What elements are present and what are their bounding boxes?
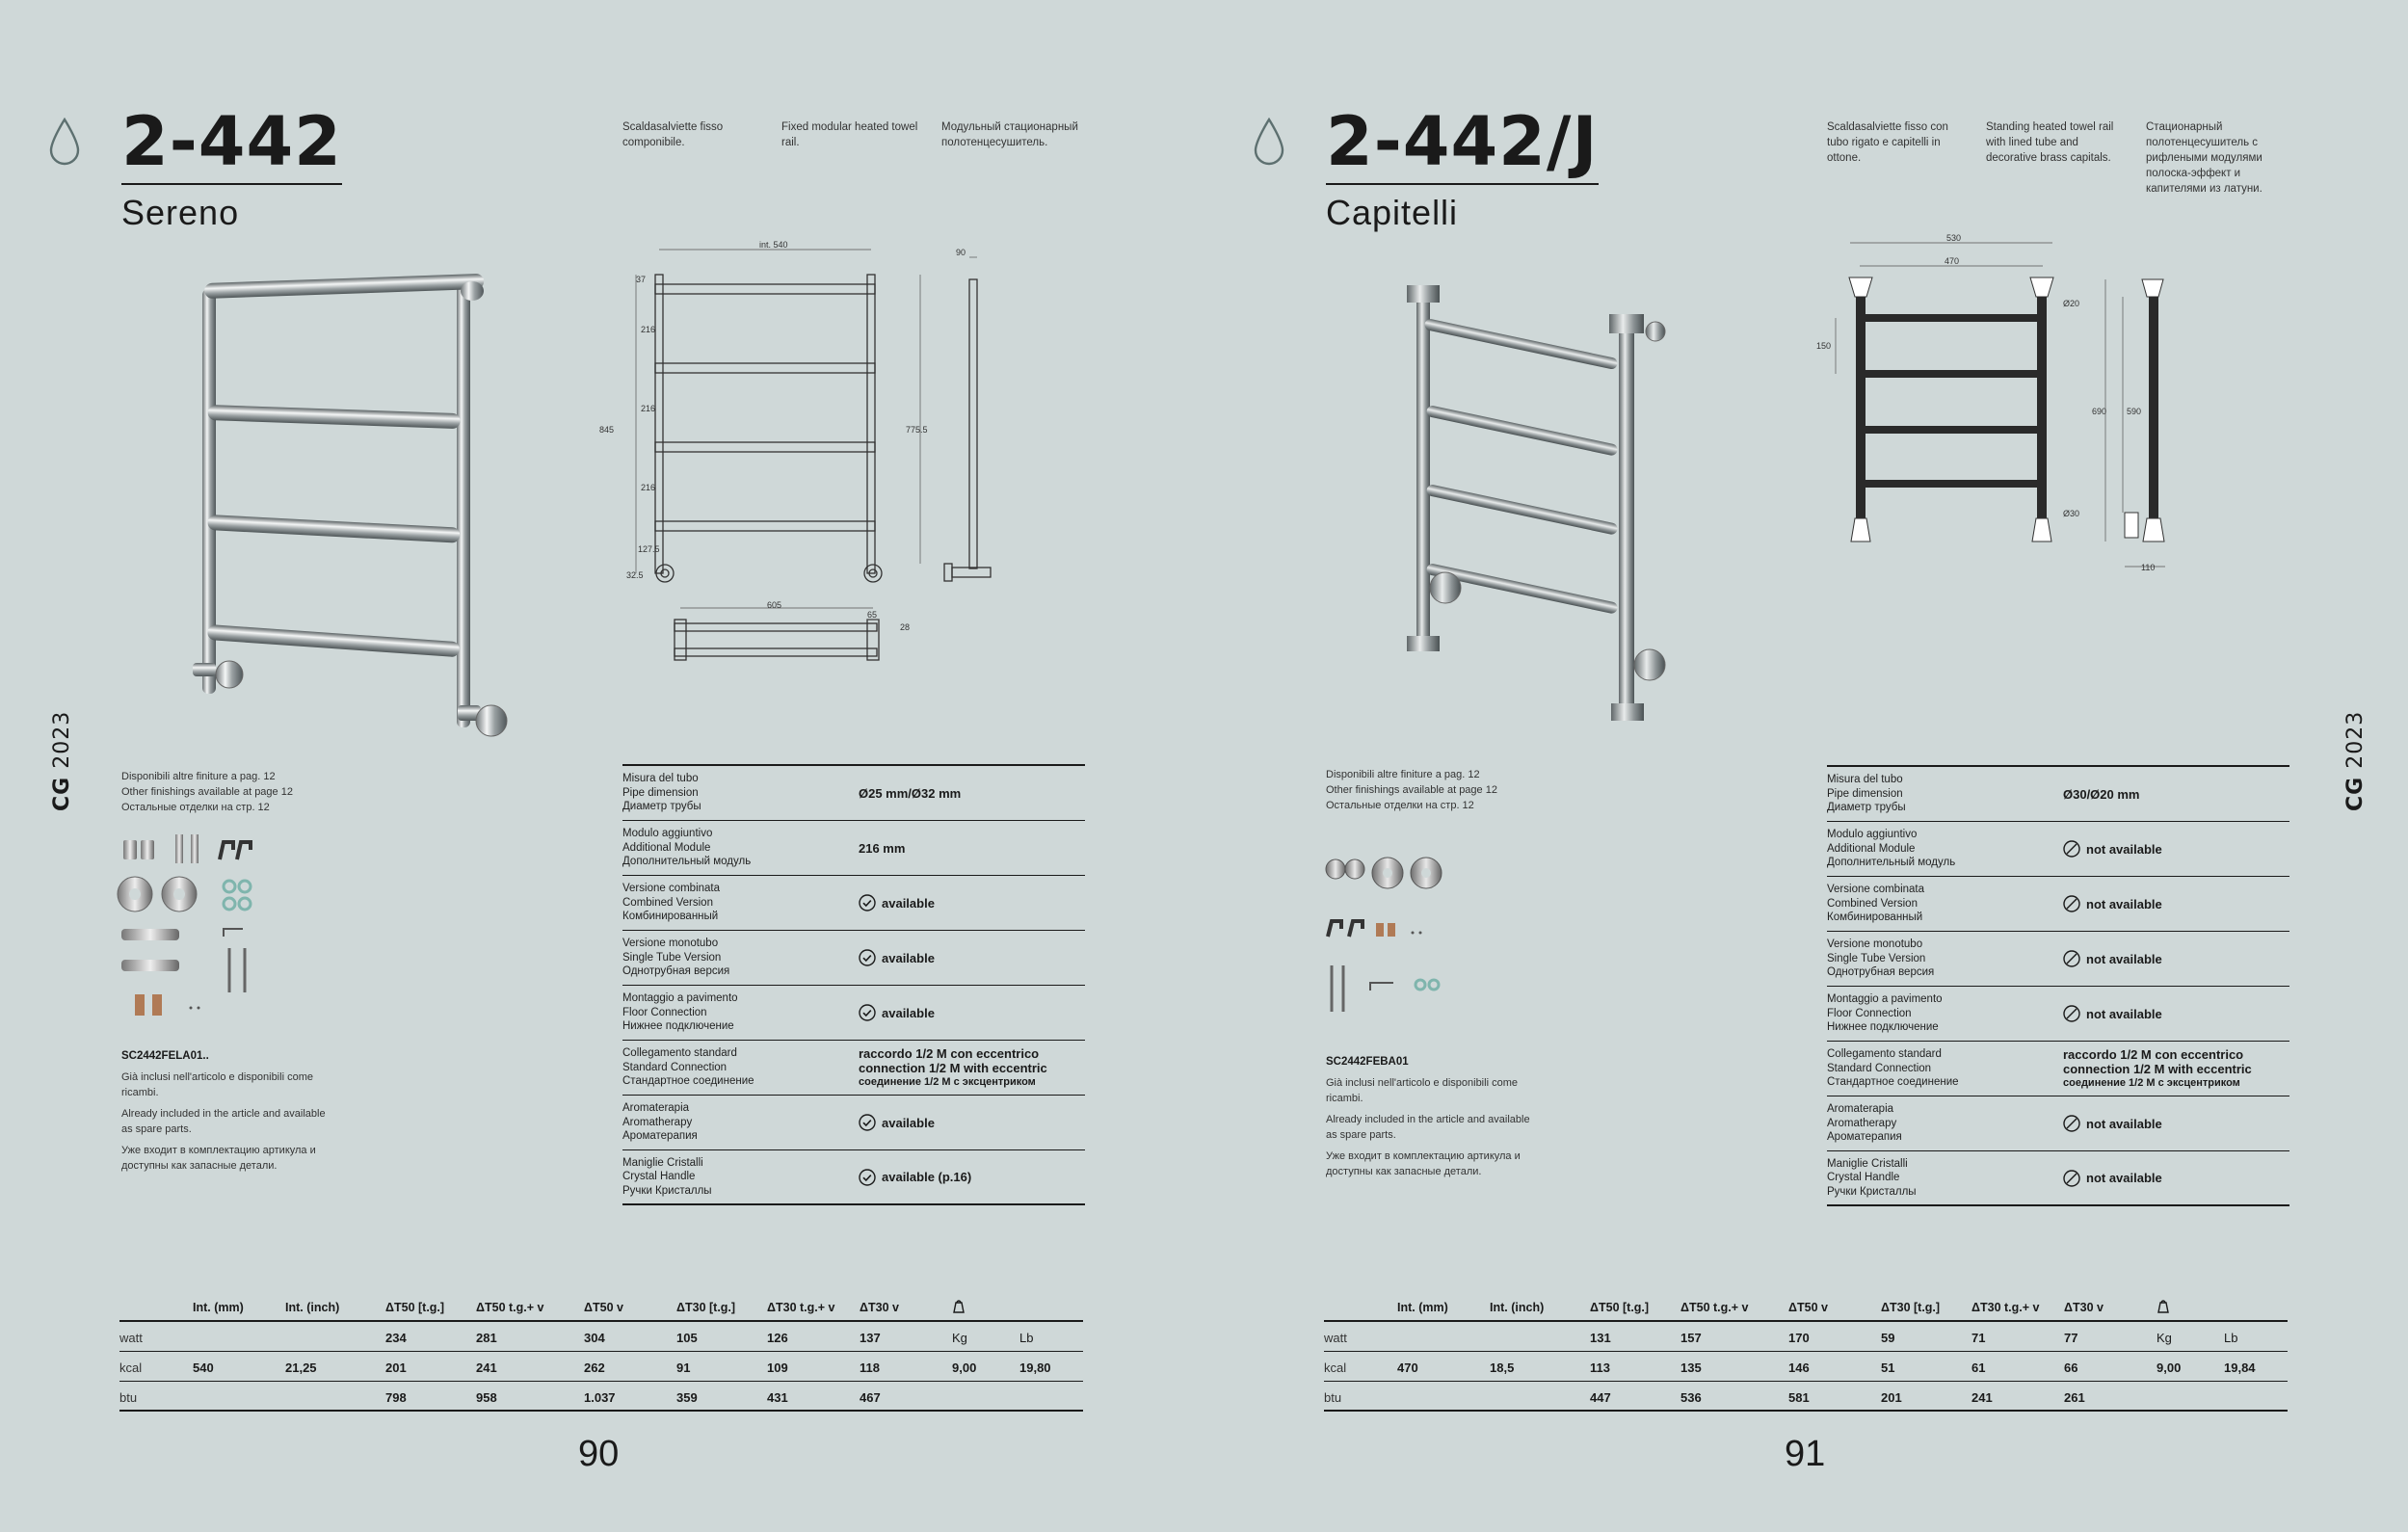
sku: SC2442FEBA01 — [1326, 1056, 1409, 1068]
not-available-icon — [2063, 950, 2080, 967]
finishings-note: Disponibili altre finiture a pag. 12 Other finishings available at page 12 Остальные отделки на стр. 12 — [121, 771, 293, 813]
spec-row: Maniglie Cristalli Crystal Handle Ручки Кристаллы not available — [1827, 1151, 2289, 1206]
product-code: 2-442 — [121, 108, 342, 185]
check-circle-icon — [859, 1169, 876, 1186]
dim-spacing-2: 216 — [641, 404, 656, 413]
spec-value: 216 mm — [859, 840, 906, 856]
not-available-icon — [2063, 840, 2080, 858]
dim-width: int. 540 — [759, 240, 788, 250]
not-available-icon — [2063, 895, 2080, 912]
weight-icon — [950, 1297, 967, 1314]
spec-row: Collegamento standard Standard Connection Стандартное соединение raccordo 1/2 M con eccentrico connection 1/2 M with eccentric соединение 1/2 M с эксцентриком — [1827, 1042, 2289, 1096]
dim-depth: 90 — [956, 248, 966, 257]
perf-row: watt 131 157 170 59 71 77 Kg Lb — [1324, 1322, 2288, 1352]
water-drop-icon — [48, 118, 81, 168]
dim-depth: 110 — [2141, 563, 2156, 572]
dim-top-depth: 65 — [867, 610, 878, 620]
technical-drawing — [1807, 231, 2211, 588]
performance-table: Int. (mm) Int. (inch) ΔT50 [t.g.] ΔT50 t.g.+ v ΔT50 v ΔT30 [t.g.] ΔT30 t.g.+ v ΔT30 v watt 131 157 170 59 71 77 Kg Lb kcal 470 18,5 113 135 146 51 61 66 9,00 19,84 btu 447 536 581 201 241 261 — [1324, 1291, 2288, 1412]
spec-value: available — [882, 1005, 935, 1020]
perf-row: btu 447 536 581 201 241 261 — [1324, 1382, 2288, 1412]
spec-value: not available — [2086, 1171, 2162, 1185]
dim-spacing-1: 216 — [641, 325, 656, 334]
spec-value: available — [882, 1115, 935, 1130]
dim-tube-dia: Ø30 — [2063, 509, 2080, 518]
included-note: Già inclusi nell'articolo e disponibili come ricambi. Already included in the article and available as spare parts. Уже входит в комплектацию артикула и доступны как запасные детали. — [1326, 1077, 1530, 1177]
dim-width: 530 — [1946, 233, 1962, 243]
page-number: 90 — [578, 1434, 620, 1474]
product-code: 2-442/J — [1326, 108, 1599, 185]
spec-value: not available — [2086, 1116, 2162, 1131]
dim-spacing: 150 — [1816, 341, 1832, 351]
spec-value: not available — [2086, 1006, 2162, 1021]
perf-row: watt 234 281 304 105 126 137 Kg Lb — [119, 1322, 1083, 1352]
dim-height-inner: 775.5 — [906, 425, 928, 435]
spec-value: available (p.16) — [882, 1170, 972, 1184]
perf-row: kcal 470 18,5 113 135 146 51 61 66 9,00 19,84 — [1324, 1352, 2288, 1382]
spec-value-ru: соединение 1/2 M с эксцентриком — [2063, 1076, 2240, 1089]
dim-top-thick: 28 — [900, 622, 911, 632]
spec-row: Modulo aggiuntivo Additional Module Дополнительный модуль 216 mm — [622, 821, 1085, 876]
side-label: CG 2023 — [2343, 710, 2368, 811]
spec-value-ru: соединение 1/2 M с эксцентриком — [859, 1075, 1036, 1088]
spec-value: available — [882, 950, 935, 965]
perf-row: kcal 540 21,25 201 241 262 91 109 118 9,00 19,80 — [119, 1352, 1083, 1382]
not-available-icon — [2063, 1115, 2080, 1132]
check-circle-icon — [859, 894, 876, 911]
spec-row: Aromaterapia Aromatherapy Ароматерапия available — [622, 1096, 1085, 1150]
dim-inner-width: 470 — [1945, 256, 1960, 266]
description-it: Scaldasalviette fisso con tubo rigato e capitelli in ottone. — [1827, 121, 1948, 164]
spec-value: not available — [2086, 896, 2162, 911]
spec-row: Modulo aggiuntivo Additional Module Дополнительный модуль not available — [1827, 822, 2289, 877]
dim-spacing-3: 216 — [641, 483, 656, 492]
spec-row: Versione combinata Combined Version Комбинированный available — [622, 876, 1085, 931]
spare-parts-image — [116, 831, 289, 1023]
product-name: Sereno — [121, 193, 240, 232]
finishings-note: Disponibili altre finiture a pag. 12 Other finishings available at page 12 Остальные отделки на стр. 12 — [1326, 769, 1497, 811]
spec-row: Misura del tubo Pipe dimension Диаметр трубы Ø25 mm/Ø32 mm — [622, 766, 1085, 821]
description-en: Standing heated towel rail with lined tube and decorative brass capitals. — [1986, 121, 2114, 164]
spec-row: Maniglie Cristalli Crystal Handle Ручки Кристаллы available (p.16) — [622, 1150, 1085, 1205]
spec-row: Versione monotubo Single Tube Version Однотрубная версия available — [622, 931, 1085, 986]
description-ru: Модульный стационарный полотенцесушитель. — [941, 121, 1078, 148]
spec-value-en: connection 1/2 M with eccentric — [2063, 1061, 2252, 1076]
spec-row: Collegamento standard Standard Connection Стандартное соединение raccordo 1/2 M con eccentrico connection 1/2 M with eccentric соединение 1/2 M с эксцентриком — [622, 1041, 1085, 1096]
spec-row: Montaggio a pavimento Floor Connection Нижнее подключение not available — [1827, 987, 2289, 1042]
page-right — [1204, 0, 2408, 1532]
water-drop-icon — [1253, 118, 1285, 168]
description-en: Fixed modular heated towel rail. — [781, 121, 918, 148]
spec-value: not available — [2086, 841, 2162, 857]
dim-top-width: 605 — [767, 600, 782, 610]
spec-row: Montaggio a pavimento Floor Connection Нижнее подключение available — [622, 986, 1085, 1041]
spec-value: raccordo 1/2 M con eccentrico — [2063, 1046, 2244, 1062]
product-photo — [183, 270, 511, 761]
check-circle-icon — [859, 1004, 876, 1021]
dim-base: 32.5 — [626, 570, 644, 580]
performance-table: Int. (mm) Int. (inch) ΔT50 [t.g.] ΔT50 t.g.+ v ΔT50 v ΔT30 [t.g.] ΔT30 t.g.+ v ΔT30 v watt 234 281 304 105 126 137 Kg Lb kcal 540 21,25 201 241 262 91 109 118 9,00 19,80 btu 798 958 1.037 359 431 467 — [119, 1291, 1083, 1412]
dim-height: 690 — [2092, 407, 2107, 416]
product-name: Capitelli — [1326, 193, 1459, 232]
perf-row: btu 798 958 1.037 359 431 467 — [119, 1382, 1083, 1412]
sku: SC2442FELA01.. — [121, 1050, 209, 1062]
spec-row: Versione monotubo Single Tube Version Однотрубная версия not available — [1827, 932, 2289, 987]
technical-drawing — [588, 236, 1012, 679]
side-label: CG 2023 — [50, 710, 74, 811]
spec-table — [622, 764, 1085, 1205]
spec-table — [1827, 765, 2289, 1206]
spec-row: Misura del tubo Pipe dimension Диаметр трубы Ø30/Ø20 mm — [1827, 767, 2289, 822]
weight-icon — [2155, 1297, 2172, 1314]
spec-value-en: connection 1/2 M with eccentric — [859, 1060, 1047, 1075]
not-available-icon — [2063, 1005, 2080, 1022]
description-ru: Стационарный полотенцесушитель с рифлеными модулями полоска-эффект и капителями из латуни. — [2146, 121, 2262, 195]
spec-value: Ø25 mm/Ø32 mm — [859, 785, 962, 801]
spec-value: not available — [2086, 951, 2162, 966]
check-circle-icon — [859, 949, 876, 966]
included-note: Già inclusi nell'articolo e disponibili come ricambi. Already included in the article and available as spare parts. Уже входит в комплектацию артикула и доступны как запасные детали. — [121, 1071, 326, 1172]
spec-row: Aromaterapia Aromatherapy Ароматерапия not available — [1827, 1096, 2289, 1151]
dim-bottom: 127.5 — [638, 544, 660, 554]
spec-value: Ø30/Ø20 mm — [2063, 786, 2140, 802]
dim-height: 845 — [599, 425, 615, 435]
dim-height-inner: 590 — [2127, 407, 2142, 416]
description-it: Scaldasalviette fisso componibile. — [622, 121, 724, 148]
spec-value: raccordo 1/2 M con eccentrico — [859, 1045, 1040, 1061]
page-number: 91 — [1785, 1434, 1826, 1474]
dim-bar-dia: Ø20 — [2063, 299, 2080, 308]
spec-value: available — [882, 895, 935, 911]
check-circle-icon — [859, 1114, 876, 1131]
spare-parts-image — [1320, 848, 1465, 1021]
not-available-icon — [2063, 1170, 2080, 1187]
dim-top: 37 — [636, 275, 647, 284]
spec-row: Versione combinata Combined Version Комбинированный not available — [1827, 877, 2289, 932]
product-photo — [1397, 279, 1706, 732]
